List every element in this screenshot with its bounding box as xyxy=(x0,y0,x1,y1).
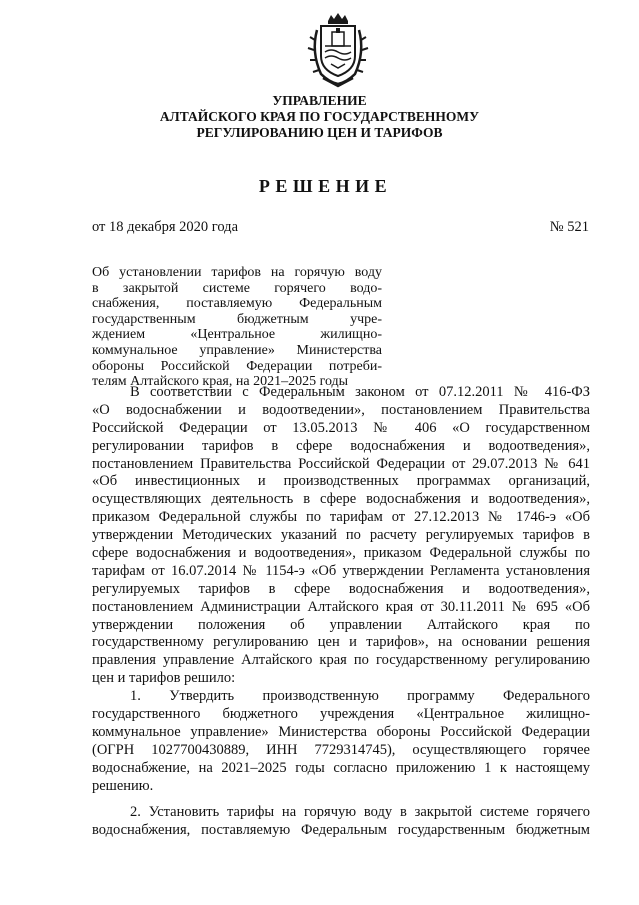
body-line: постановлением Правительства Российской Федерации от 29.07.2013 № 641 xyxy=(92,455,590,472)
body-line: утверждении Методических указаний по расчету регулируемых тарифов в xyxy=(92,527,590,544)
subject-line: Об установлении тарифов на горячую воду xyxy=(92,265,382,280)
body-line: Российской Федерации от 13.05.2013 № 406 «О государственном xyxy=(92,419,590,436)
organization-name xyxy=(0,93,639,141)
subject-line: ждением «Центральное жилищно- xyxy=(92,327,382,343)
body-line: решению. xyxy=(92,777,154,794)
document-title: РЕШЕНИЕ xyxy=(258,176,393,196)
body-line: 2. Установить тарифы на горячую воду в закрытой системе горячего xyxy=(130,804,590,821)
subject-line: государственным бюджетным учре- xyxy=(92,311,382,327)
document-subject xyxy=(92,265,382,390)
body-line: правления управление Алтайского края по государственному регулированию xyxy=(92,652,590,669)
org-line: РЕГУЛИРОВАНИЮ ЦЕН И ТАРИФОВ xyxy=(196,125,443,140)
subject-line: обороны Российской Федерации потреби- xyxy=(92,358,382,374)
body-line: 1. Утвердить производственную программу Федерального xyxy=(130,688,590,705)
document-date: от 18 декабря 2020 года xyxy=(92,219,238,235)
body-line: водоснабжение, на 2021–2025 годы согласно приложению 1 к настоящему xyxy=(92,759,590,776)
body-line: государственного бюджетного учреждения «Центральное жилищно- xyxy=(92,706,590,723)
body-line: постановлением Администрации Алтайского края от 30.11.2011 № 695 «Об xyxy=(92,598,590,615)
body-line: утверждении положения об управлении Алтайского края по xyxy=(92,616,590,633)
body-line: регулировании тарифов в сфере водоснабжения и водоотведения», xyxy=(92,437,590,454)
body-line: «Об инвестиционных и производственных программах организаций, xyxy=(92,473,590,490)
body-line: «О водоснабжении и водоотведении», постановлением Правительства xyxy=(92,401,590,418)
subject-line: телям Алтайского края, на 2021–2025 годы xyxy=(92,374,349,390)
subject-line: в закрытой системе горячего водо- xyxy=(92,280,382,296)
document-number: № 521 xyxy=(549,219,589,235)
body-line: коммунальное управление» Министерства обороны Российской Федерации xyxy=(92,723,590,740)
body-line: водоснабжения, поставляемую Федеральным государственным бюджетным xyxy=(92,822,590,839)
body-line: государственному регулированию цен и тарифов», на основании решения xyxy=(92,634,590,651)
body-line: (ОГРН 1027700430889, ИНН 7729314745), осуществляющего горячее xyxy=(92,741,590,758)
subject-line: коммунальное управление» Министерства xyxy=(92,342,382,358)
body-line: цен и тарифов решило: xyxy=(92,670,236,687)
body-line: осуществляющих деятельность в сфере водоснабжения и водоотведения», xyxy=(92,491,590,508)
body-line: сфере водоснабжения и водоотведения», приказом Федеральной службы по xyxy=(92,545,590,562)
body-line: регулируемых тарифов в сфере водоснабжения и водоотведения», xyxy=(92,580,590,597)
subject-line: снабжения, поставляемую Федеральным xyxy=(92,296,382,312)
body-line: В соответствии с Федеральным законом от 07.12.2011 № 416-ФЗ xyxy=(130,384,590,400)
altai-krai-coat-of-arms-icon xyxy=(307,12,369,88)
document-body xyxy=(92,384,590,840)
body-line: приказом Федеральной службы по тарифам от 27.12.2013 № 1746-э «Об xyxy=(92,509,590,526)
org-line: АЛТАЙСКОГО КРАЯ ПО ГОСУДАРСТВЕННОМУ xyxy=(159,109,480,124)
org-line: УПРАВЛЕНИЕ xyxy=(272,93,367,108)
body-line: тарифам от 16.07.2014 № 1154-э «Об утверждении Регламента установления xyxy=(92,562,590,579)
